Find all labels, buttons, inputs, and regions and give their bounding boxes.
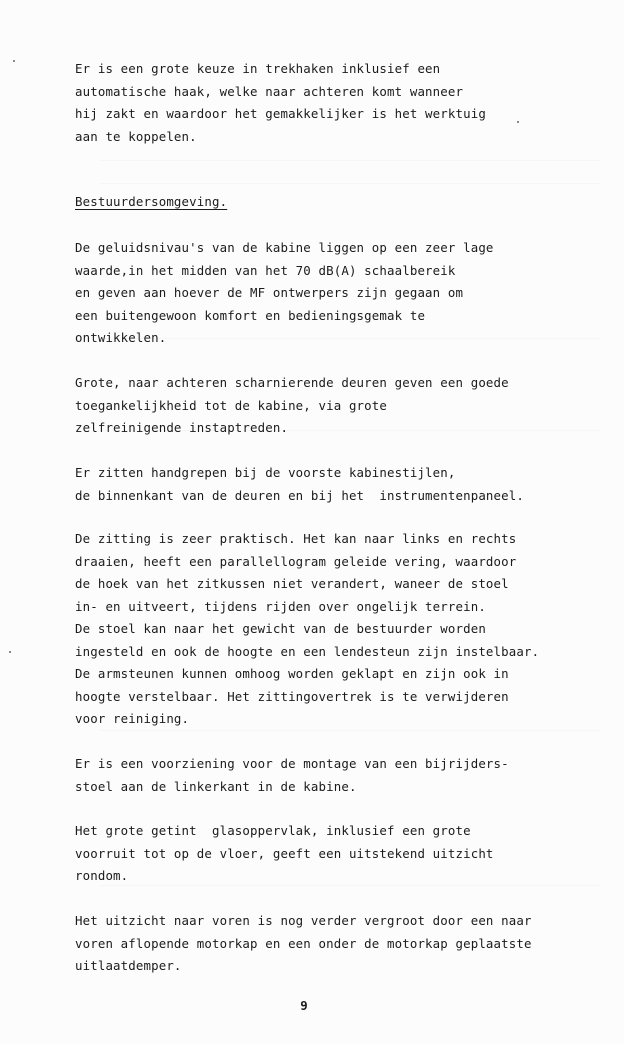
text-line: Er is een voorziening voor de montage van een bijrijders- — [75, 756, 509, 771]
paragraph-geluid — [75, 237, 595, 350]
text-line: aan te koppelen. — [75, 128, 197, 144]
text-line: uitlaatdemper. — [75, 958, 182, 973]
section-heading: Bestuurdersomgeving. — [75, 194, 228, 209]
paragraph-trekhaken — [75, 58, 595, 148]
text-line: De armsteunen kunnen omhoog worden geklapt en zijn ook in — [75, 666, 509, 681]
text-line: voor reiniging. — [75, 711, 190, 726]
paragraph-deuren — [75, 372, 595, 440]
text-line: de binnenkant van de deuren en bij het instrumentenpaneel. — [75, 487, 524, 503]
show-through-line — [100, 160, 600, 161]
text-line: en geven aan hoever de MF ontwerpers zijn gegaan om — [75, 285, 464, 300]
text-line: waarde,in het midden van het 70 dB(A) schaalbereik — [75, 262, 456, 278]
text-line: in- en uitveert, tijdens rijden over ongelijk terrein. — [75, 598, 486, 614]
text-line: ontwikkelen. — [75, 330, 167, 345]
text-line: hij zakt en waardoor het gemakkelijker is het werktuig — [75, 106, 486, 121]
paragraph-zitting — [75, 528, 595, 731]
page-number: 9 — [300, 998, 308, 1013]
text-line: de hoek van het zitkussen niet verandert, waneer de stoel — [75, 576, 509, 591]
text-line: rondom. — [75, 868, 129, 883]
text-line: toegankelijkheid tot de kabine, via grote — [75, 397, 388, 413]
text-line: draaien, heeft een parallellogram geleide vering, waardoor — [75, 553, 517, 569]
text-line: ingesteld en ook de hoogte en een lendesteun zijn instelbaar. — [75, 643, 540, 659]
text-line: De stoel kan naar het gewicht van de bestuurder worden — [75, 621, 486, 636]
paragraph-glasoppervlak — [75, 820, 595, 888]
text-line: stoel aan de linkerkant in de kabine. — [75, 778, 357, 794]
scan-speck — [9, 651, 11, 653]
paragraph-bijrijder — [75, 753, 595, 798]
paragraph-handgrepen — [75, 462, 595, 507]
text-line: Het grote getint glasoppervlak, inklusief een grote — [75, 823, 471, 838]
text-line: een buitengewoon komfort en bedieningsgemak te — [75, 307, 426, 323]
text-line: Het uitzicht naar voren is nog verder vergroot door een naar — [75, 913, 532, 928]
text-line: Grote, naar achteren scharnierende deuren geven een goede — [75, 375, 509, 390]
paragraph-uitzicht — [75, 910, 595, 978]
text-line: voorruit tot op de vloer, geeft een uitstekend uitzicht — [75, 845, 494, 861]
text-line: hoogte verstelbaar. Het zittingovertrek is te verwijderen — [75, 688, 509, 704]
text-line: De zitting is zeer praktisch. Het kan naar links en rechts — [75, 531, 517, 546]
show-through-line — [100, 183, 600, 184]
text-line: De geluidsnivau's van de kabine liggen op een zeer lage — [75, 240, 494, 255]
text-line: zelfreinigende instaptreden. — [75, 420, 289, 435]
text-line: Er is een grote keuze in trekhaken inklusief een — [75, 61, 441, 76]
text-line: Er zitten handgrepen bij de voorste kabinestijlen, — [75, 465, 456, 480]
text-line: automatische haak, welke naar achteren komt wanneer — [75, 83, 464, 99]
scan-speck — [13, 60, 15, 62]
text-line: voren aflopende motorkap en een onder de motorkap geplaatste — [75, 935, 532, 951]
